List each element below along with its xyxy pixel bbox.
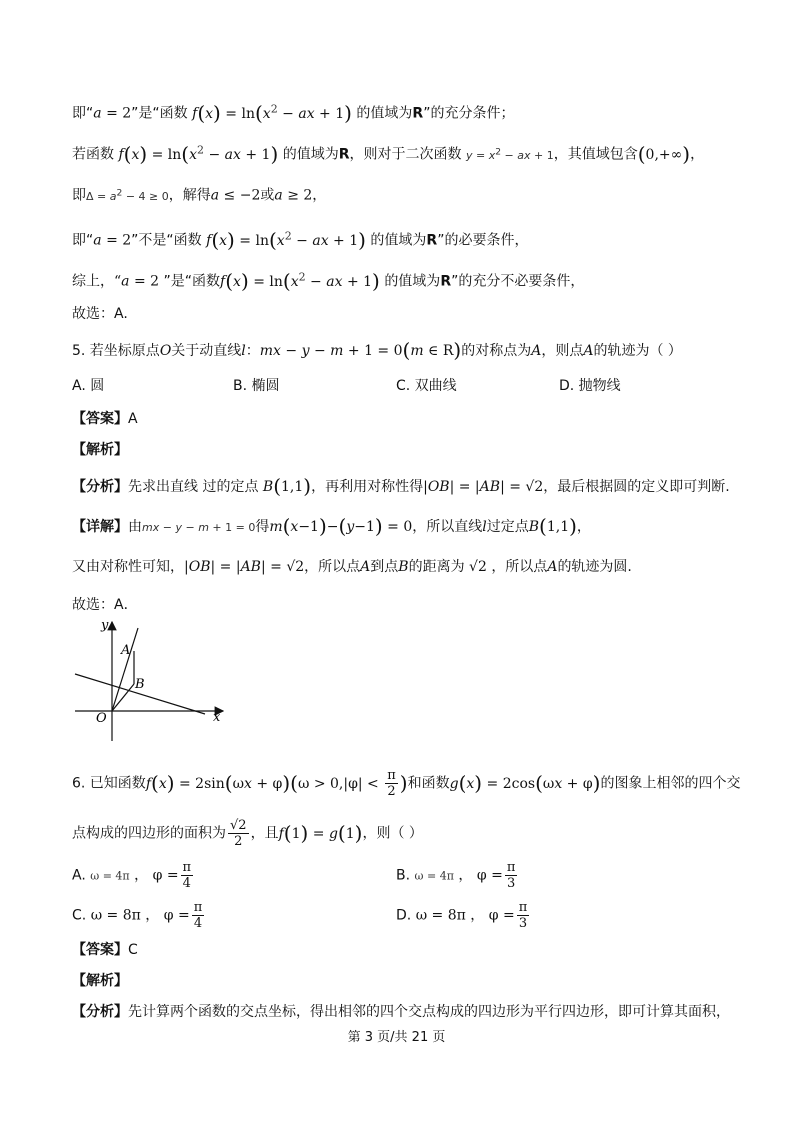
text: 点构成的四边形的面积为 xyxy=(72,825,226,842)
text: 的图象上相邻的四个交 xyxy=(600,775,741,792)
text: 即 xyxy=(72,187,86,204)
text: 和函数 xyxy=(407,775,450,792)
text: 由 xyxy=(128,519,142,535)
math: f xyxy=(220,273,226,290)
math: B(1,1) xyxy=(262,474,312,498)
option-b: B. ω = 4π ， φ = $\frac{\pi}{3}$ xyxy=(396,860,516,891)
text: ”的必要条件， xyxy=(437,232,529,249)
detail-tag: 【详解】 xyxy=(72,519,128,535)
text: 的值域为 xyxy=(370,232,427,249)
text: 即“ xyxy=(72,105,94,122)
text: ，则点 xyxy=(541,343,584,359)
math: O xyxy=(159,343,172,359)
math: (0,+∞) xyxy=(637,141,691,166)
text: ，所以点 xyxy=(304,559,361,575)
math: B(1,1) xyxy=(528,514,577,538)
text: ”是“函数 xyxy=(163,273,221,290)
option-a: A. ω = 4π ， φ = $\frac{\pi}{4}$ xyxy=(72,860,192,891)
text: ，所以点 xyxy=(491,559,548,575)
text: R xyxy=(338,146,350,163)
math: a ≤ −2 xyxy=(210,187,261,204)
text: 的值域为 xyxy=(384,273,441,290)
text: ，再利用对称性得 xyxy=(311,479,424,495)
text: 若函数 xyxy=(72,146,114,163)
text: 5. 若坐标原点 xyxy=(72,343,160,359)
option-d: D. 抛物线 xyxy=(559,378,621,394)
math: $\frac{√2}{2}$ xyxy=(230,818,247,849)
text: 得 xyxy=(255,519,270,535)
text: ”是“函数 xyxy=(131,105,188,122)
text-line-4 xyxy=(72,226,528,251)
text-line-2 xyxy=(72,140,704,166)
text: R xyxy=(412,105,424,122)
math: A xyxy=(547,559,558,575)
math: “a = 2 xyxy=(114,273,164,290)
text: ，解得 xyxy=(168,187,211,204)
math: f xyxy=(118,146,124,163)
analysis-line xyxy=(72,1002,730,1022)
text: R xyxy=(426,232,438,249)
answer-line xyxy=(72,940,138,960)
text: 6. 已知函数 xyxy=(72,775,146,792)
analysis-heading: 【解析】 xyxy=(72,973,128,989)
text: ， xyxy=(312,187,327,204)
math: f(x) = 2sin(ωx + φ)(ω > 0,|φ| < $\frac{\pi}{2}$ ) xyxy=(145,768,408,799)
label-y: y xyxy=(101,618,109,633)
answer-value: C xyxy=(128,942,138,958)
option-c: C. ω = 8π ， φ = $\frac{\pi}{4}$ xyxy=(72,900,203,931)
math: $(x) = \ln(x^2$ − ax + 1) xyxy=(197,100,352,125)
detail-line xyxy=(72,516,591,538)
analysis-tag: 【分析】 xyxy=(72,1004,128,1020)
math: a ≥ 2 xyxy=(274,187,313,204)
math: A xyxy=(531,343,542,359)
text: ，则对于二次函数 xyxy=(349,146,462,163)
text: 又由对称性可知， xyxy=(72,559,184,575)
math: m(x−1)−(y−1) = 0 xyxy=(269,514,413,538)
text-line-6: 故选：A. xyxy=(72,306,128,322)
math: $(x) = \ln(x^2$ − ax + 1) xyxy=(123,141,279,166)
text: 的轨迹为（ ） xyxy=(593,343,682,359)
answer-value: A xyxy=(128,411,138,427)
page-footer: 第 3 页/共 21 页 xyxy=(347,1030,446,1045)
math: f xyxy=(192,105,198,122)
math: a xyxy=(93,232,102,249)
text: 或 xyxy=(260,187,275,204)
text: ，所以直线 xyxy=(412,519,483,535)
text: 综上， xyxy=(72,273,114,290)
math: mx − y − m + 1 = 0(m ∈ R) xyxy=(259,338,462,362)
text: 过定点 xyxy=(486,519,529,535)
question-6-stem-2 xyxy=(72,818,423,849)
text: ”的充分不必要条件， xyxy=(451,273,585,290)
choose-line: 故选：A． xyxy=(72,597,138,613)
text: ，则（ ） xyxy=(362,825,423,842)
text: 先计算两个函数的交点坐标，得出相邻的四个交点构成的四边形为平行四边形，即可计算其面积， xyxy=(128,1004,730,1020)
text: ，且 xyxy=(250,825,279,842)
text-line-1 xyxy=(72,99,514,124)
math: √2 xyxy=(464,559,492,575)
text: ， xyxy=(576,519,591,535)
option-c: C. 双曲线 xyxy=(396,378,457,394)
option-d: D. ω = 8π ， φ = $\frac{\pi}{3}$ xyxy=(396,900,528,931)
math: $y = x^2$ − ax + 1 xyxy=(465,146,554,162)
math: l xyxy=(482,519,487,535)
text: R xyxy=(440,273,452,290)
math: $(x) = \ln(x^2$ − ax + 1) xyxy=(211,227,366,252)
text: 关于动直线 xyxy=(171,343,242,359)
text: 的距离为 xyxy=(408,559,465,575)
label-x: x xyxy=(213,710,221,725)
detail-line-2 xyxy=(72,557,632,577)
math: |OB| = |AB| = √2 xyxy=(423,479,544,495)
segment-ob xyxy=(112,684,134,711)
answer-tag: 【答案】 xyxy=(72,942,128,958)
analysis-heading: 【解析】 xyxy=(72,442,128,458)
coordinate-figure xyxy=(65,614,235,744)
question-6-stem xyxy=(72,768,740,799)
text: 即“ xyxy=(72,232,94,249)
analysis-line xyxy=(72,476,730,497)
math: B xyxy=(398,559,409,575)
text: 到点 xyxy=(370,559,399,575)
math: A xyxy=(360,559,371,575)
answer-line xyxy=(72,409,138,429)
math: g(x) = 2cos(ωx + φ) xyxy=(449,770,601,795)
math: |OB| = |AB| = √2 xyxy=(184,559,305,575)
text: 的对称点为 xyxy=(461,343,532,359)
label-a: A xyxy=(121,643,131,658)
text: 的值域为 xyxy=(356,105,413,122)
option-b: B. 椭圆 xyxy=(233,378,280,394)
text: ”不是“函数 xyxy=(131,232,202,249)
math: l xyxy=(241,343,246,359)
text-line-3 xyxy=(72,183,326,207)
math: a xyxy=(93,105,102,122)
answer-tag: 【答案】 xyxy=(72,411,128,427)
text: 的轨迹为圆. xyxy=(557,559,632,575)
text: ， xyxy=(690,146,705,163)
text: ，最后根据圆的定义即可判断. xyxy=(543,479,730,495)
math: f xyxy=(206,232,212,249)
label-b: B xyxy=(135,677,145,692)
math: f(1) = g(1) xyxy=(278,820,363,845)
math: A xyxy=(583,343,594,359)
text: ”的充分条件； xyxy=(423,105,515,122)
text: 的值域为 xyxy=(282,146,339,163)
math: mx − y − m + 1 = 0 xyxy=(142,521,256,534)
label-o: O xyxy=(96,711,107,726)
text: ，其值域包含 xyxy=(553,146,638,163)
question-5-stem: 5. 若坐标原点O关于动直线l：mx − y − m + 1 = 0(m ∈ R)的对称点为A，则点A的轨迹为（ ） xyxy=(72,338,682,362)
math: $\Delta = a^2 - 4 \ge 0$ xyxy=(86,187,169,203)
math: = 2 xyxy=(101,232,132,249)
text-line-5 xyxy=(72,267,584,292)
analysis-tag: 【分析】 xyxy=(72,479,128,495)
math: $(x) = \ln(x^2$ − ax + 1) xyxy=(225,268,380,293)
math: = 2 xyxy=(101,105,132,122)
option-a: A. 圆 xyxy=(72,378,105,394)
text: 先求出直线 过的定点 xyxy=(128,479,259,495)
